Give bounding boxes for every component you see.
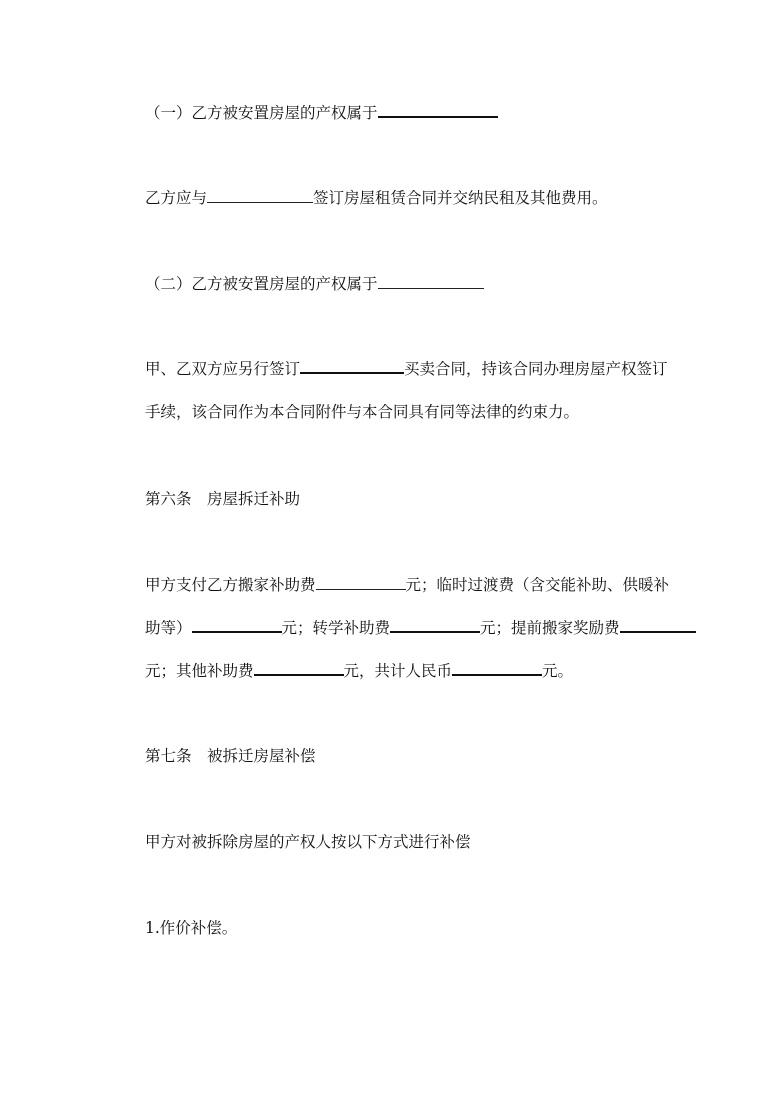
text: 元；临时过渡费（含交能补助、供暖补 [405,576,670,594]
article-7-heading [145,745,316,767]
text: 元；提前搬家奖励费 [480,619,620,637]
paragraph-sale-contract-line1 [145,358,668,380]
paragraph-compensation [145,831,471,853]
text: 元；转学补助费 [281,619,391,637]
article-6-heading [145,488,300,510]
blank-field[interactable] [207,188,313,203]
paragraph-subsidy-line2 [145,617,696,639]
blank-field[interactable] [316,575,406,590]
paragraph-property-2 [145,273,484,295]
text: 元。 [542,662,574,680]
text: 买卖合同，持该合同办理房屋产权签订 [404,360,668,378]
text: 签订房屋租赁合同并交纳民租及其他费用。 [313,189,608,207]
blank-field[interactable] [390,617,480,633]
text: 手续，该合同作为本合同附件与本合同具有同等法律的约束力。 [145,403,580,421]
paragraph-sale-contract-line2 [145,401,579,423]
text: 甲、乙双方应另行签订 [145,360,301,378]
heading-text: 第六条 房屋拆迁补助 [145,490,301,508]
text: （一）乙方被安置房屋的产权属于 [145,104,378,122]
blank-field[interactable] [378,102,498,118]
blank-field[interactable] [452,660,542,676]
text: （二）乙方被安置房屋的产权属于 [145,275,378,293]
blank-field[interactable] [192,617,282,633]
text: 元；其他补助费 [145,662,254,680]
paragraph-valuation [145,917,237,939]
blank-field[interactable] [378,274,484,289]
blank-field[interactable] [620,617,696,633]
text: 乙方应与 [145,189,208,207]
text: 1.作价补偿。 [145,919,238,937]
heading-text: 第七条 被拆迁房屋补偿 [145,747,316,765]
blank-field[interactable] [300,358,404,374]
paragraph-subsidy-line1 [145,574,669,596]
blank-field[interactable] [254,660,344,676]
paragraph-property-1 [145,102,498,124]
text: 元，共计人民币 [343,662,453,680]
text: 甲方对被拆除房屋的产权人按以下方式进行补偿 [145,833,471,851]
paragraph-subsidy-line3 [145,660,573,682]
paragraph-lease [145,187,608,209]
text: 助等） [145,619,192,637]
text: 甲方支付乙方搬家补助费 [145,576,316,594]
